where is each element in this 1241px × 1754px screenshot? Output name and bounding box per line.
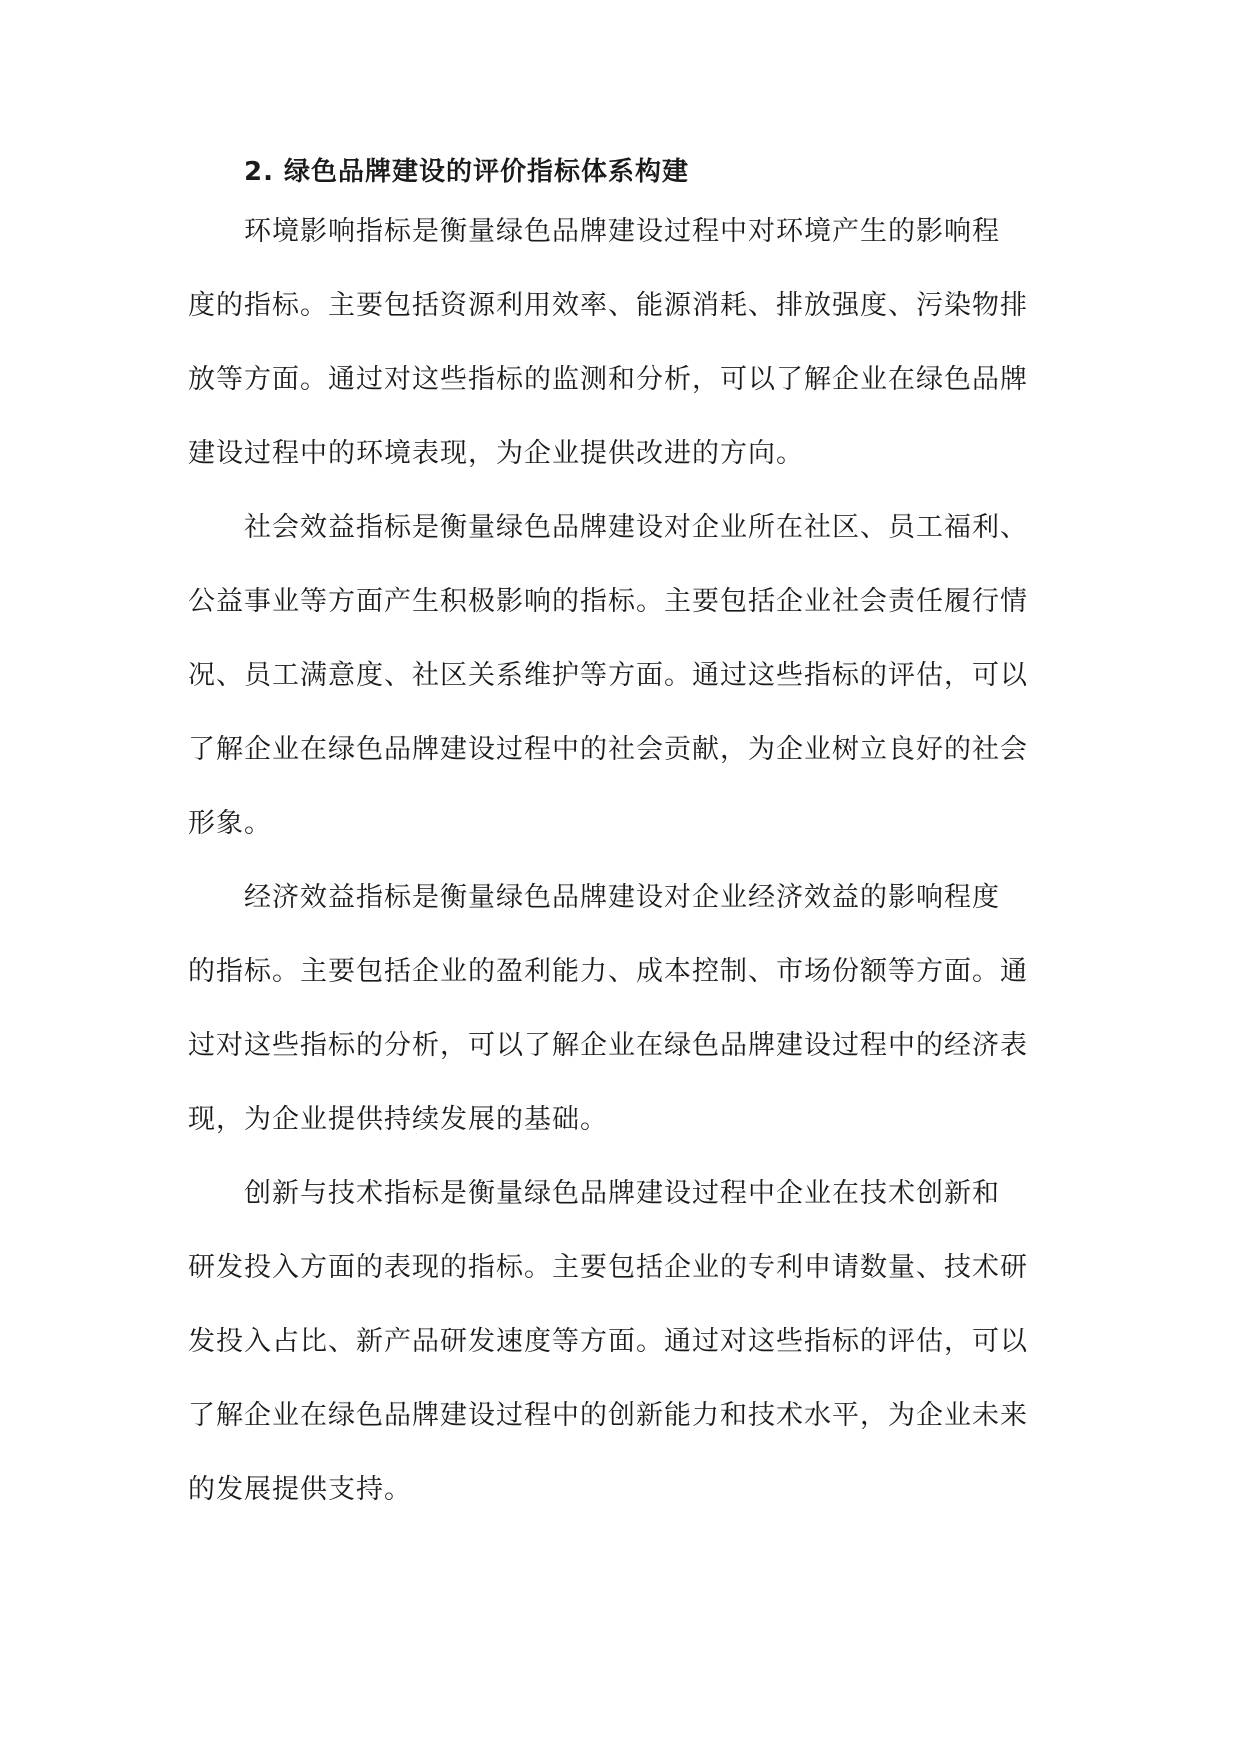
paragraph-1-line-2: 度的指标。主要包括资源利用效率、能源消耗、排放强度、污染物排 <box>188 290 1028 321</box>
paragraph-3-line-2: 的指标。主要包括企业的盈利能力、成本控制、市场份额等方面。通 <box>188 956 1028 987</box>
paragraph-4-line-1: 创新与技术指标是衡量绿色品牌建设过程中企业在技术创新和 <box>244 1178 1000 1209</box>
paragraph-1-line-4: 建设过程中的环境表现，为企业提供改进的方向。 <box>188 438 804 469</box>
paragraph-2-line-2: 公益事业等方面产生积极影响的指标。主要包括企业社会责任履行情 <box>188 586 1028 617</box>
paragraph-4-line-4: 了解企业在绿色品牌建设过程中的创新能力和技术水平，为企业未来 <box>188 1400 1028 1431</box>
paragraph-2-line-5: 形象。 <box>188 808 272 839</box>
paragraph-3-line-3: 过对这些指标的分析，可以了解企业在绿色品牌建设过程中的经济表 <box>188 1030 1028 1061</box>
paragraph-1-line-1: 环境影响指标是衡量绿色品牌建设过程中对环境产生的影响程 <box>244 216 1000 247</box>
section-heading: 2. 绿色品牌建设的评价指标体系构建 <box>244 157 690 187</box>
paragraph-2-line-3: 况、员工满意度、社区关系维护等方面。通过这些指标的评估，可以 <box>188 660 1028 691</box>
paragraph-1-line-3: 放等方面。通过对这些指标的监测和分析，可以了解企业在绿色品牌 <box>188 364 1028 395</box>
paragraph-4-line-3: 发投入占比、新产品研发速度等方面。通过对这些指标的评估，可以 <box>188 1326 1028 1357</box>
paragraph-3-line-4: 现，为企业提供持续发展的基础。 <box>188 1104 608 1135</box>
paragraph-4-line-5: 的发展提供支持。 <box>188 1474 412 1505</box>
paragraph-2-line-1: 社会效益指标是衡量绿色品牌建设对企业所在社区、员工福利、 <box>244 512 1028 543</box>
paragraph-4-line-2: 研发投入方面的表现的指标。主要包括企业的专利申请数量、技术研 <box>188 1252 1028 1283</box>
paragraph-2-line-4: 了解企业在绿色品牌建设过程中的社会贡献，为企业树立良好的社会 <box>188 734 1028 765</box>
paragraph-3-line-1: 经济效益指标是衡量绿色品牌建设对企业经济效益的影响程度 <box>244 882 1000 913</box>
